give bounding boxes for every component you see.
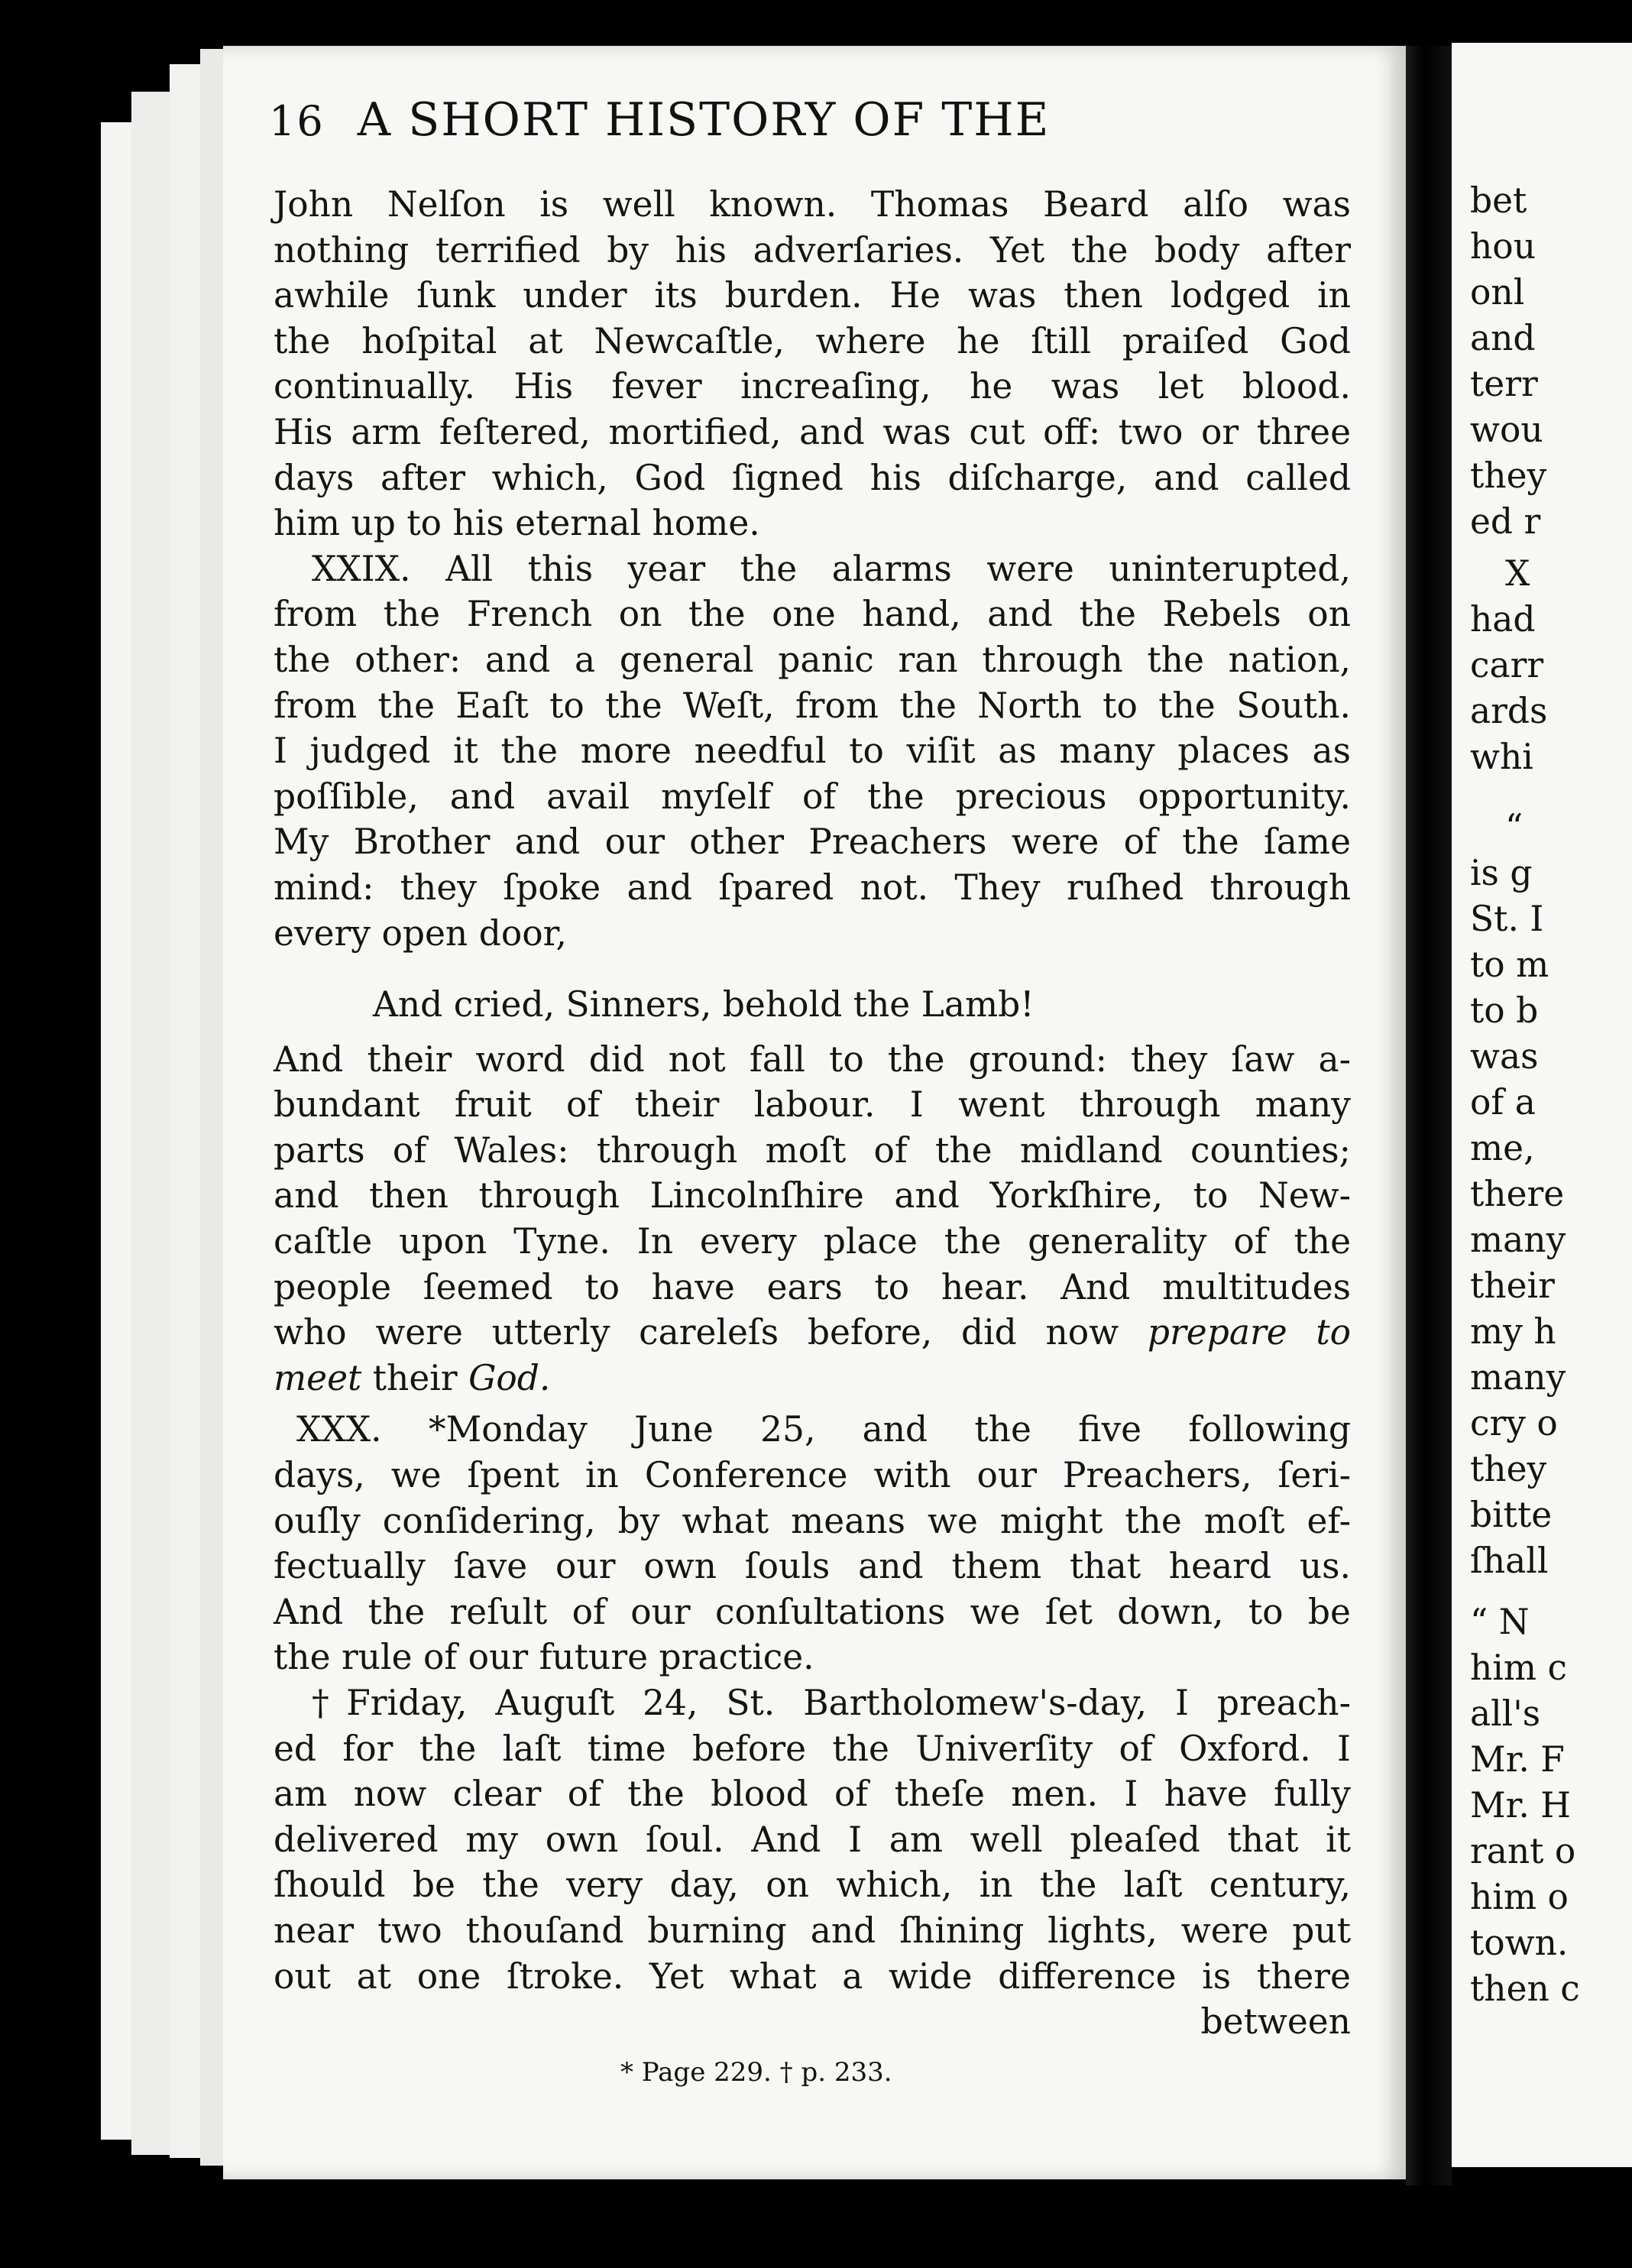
right-page-fragment: had bbox=[1470, 599, 1536, 640]
text-line: fectually ſave our own ſouls and them that heard us. bbox=[274, 1546, 1351, 1587]
right-page-fragment: whi bbox=[1470, 737, 1533, 777]
text-line: nothing terrified by his adverſaries. Yet the body after bbox=[274, 229, 1351, 271]
right-page-fragment: “ N bbox=[1470, 1602, 1530, 1642]
right-page-fragment: their bbox=[1470, 1265, 1555, 1306]
right-page-fragment: there bbox=[1470, 1174, 1565, 1214]
body-text bbox=[274, 182, 1351, 2045]
right-page-fragment: many bbox=[1470, 1357, 1566, 1398]
right-page-fragment: him c bbox=[1470, 1648, 1567, 1688]
text-line bbox=[274, 1310, 1351, 1356]
right-page-fragment: bet bbox=[1470, 180, 1527, 221]
text-line: am now clear of the blood of theſe men. I have fully bbox=[274, 1774, 1351, 1815]
text-line: ſhould be the very day, on which, in the laſt century, bbox=[274, 1865, 1351, 1906]
text-line: †Friday, Auguſt 24, St. Bartholomew's-day, I preach- bbox=[312, 1683, 1351, 1723]
running-head bbox=[269, 93, 1339, 147]
text-line: near two thouſand burning and ſhining lights, were put bbox=[274, 1910, 1351, 1951]
right-page-fragment: they bbox=[1470, 1449, 1547, 1489]
text-line: bundant fruit of their labour. I went through many bbox=[274, 1084, 1351, 1126]
text-line: ed for the laſt time before the Univerſity of Oxford. I bbox=[274, 1728, 1351, 1769]
text-segment: their bbox=[372, 1357, 458, 1398]
right-page-fragment: onl bbox=[1470, 272, 1525, 313]
text-line: every open door, bbox=[274, 912, 567, 954]
text-line: from the French on the one hand, and the Rebels on bbox=[274, 594, 1351, 635]
quoted-verse: And cried, Sinners, behold the Lamb! bbox=[373, 984, 1035, 1025]
section-xxx-start: XXX. *Monday June 25, and the five following bbox=[296, 1409, 1351, 1450]
text-line: poſſible, and avail myſelf of the precious opportunity. bbox=[274, 776, 1351, 817]
page-edge bbox=[101, 122, 133, 2140]
right-page-fragment: they bbox=[1470, 455, 1547, 496]
right-page-fragment: Mr. H bbox=[1470, 1785, 1571, 1826]
text-line: and then through Lincolnſhire and Yorkſhire, to New- bbox=[274, 1175, 1351, 1217]
italic-phrase: meet bbox=[274, 1357, 362, 1398]
text-line: My Brother and our other Preachers were of the ſame bbox=[274, 821, 1351, 863]
italic-phrase: God. bbox=[468, 1357, 551, 1398]
text-line: mind: they ſpoke and ſpared not. They ruſhed through bbox=[274, 867, 1351, 908]
text-line: awhile ſunk under its burden. He was then lodged in bbox=[274, 275, 1351, 316]
text-line: the other: and a general panic ran through the nation, bbox=[274, 639, 1351, 680]
text-line: days after which, God ſigned his diſcharge, and called bbox=[274, 457, 1351, 498]
right-page-fragment: Mr. F bbox=[1470, 1739, 1565, 1780]
right-page-fragment: cry o bbox=[1470, 1403, 1558, 1443]
right-page-fragment: ſhall bbox=[1470, 1541, 1549, 1581]
text-line: the rule of our future practice. bbox=[274, 1637, 814, 1678]
right-page-fragment: to m bbox=[1470, 944, 1549, 985]
right-page-fragment: wou bbox=[1470, 410, 1543, 450]
text-line: him up to his eternal home. bbox=[274, 503, 760, 544]
right-page-fragment: “ bbox=[1505, 807, 1524, 847]
right-page-fragment: and bbox=[1470, 318, 1536, 358]
text-line: people ſeemed to have ears to hear. And multitudes bbox=[274, 1266, 1351, 1307]
right-page-fragment: me, bbox=[1470, 1128, 1535, 1168]
right-page-fragment: carr bbox=[1470, 645, 1544, 685]
text-line: And the reſult of our conſultations we ſet down, to be bbox=[274, 1591, 1351, 1632]
right-page-fragment: is g bbox=[1470, 853, 1533, 893]
page-number: 16 bbox=[269, 97, 325, 145]
text-line: And their word did not fall to the ground: they ſaw a- bbox=[274, 1038, 1351, 1080]
right-page-fragment: to b bbox=[1470, 990, 1539, 1031]
text-line: parts of Wales: through moſt of the midland counties; bbox=[274, 1129, 1351, 1171]
italic-phrase: prepare to bbox=[1147, 1312, 1352, 1353]
catchword: between bbox=[1200, 2001, 1351, 2043]
right-page-fragment: was bbox=[1470, 1036, 1539, 1077]
right-page-fragment: St. I bbox=[1470, 899, 1544, 939]
text-line: caſtle upon Tyne. In every place the generality of the bbox=[274, 1221, 1351, 1262]
right-page-fragment: of a bbox=[1470, 1082, 1536, 1123]
right-page-fragment: ards bbox=[1470, 691, 1548, 731]
text-line: ouſly conſidering, by what means we might the moſt ef- bbox=[274, 1500, 1351, 1541]
running-head-title: A SHORT HISTORY OF THE bbox=[357, 93, 1051, 147]
text-line: days, we ſpent in Conference with our Preachers, ſeri- bbox=[274, 1455, 1351, 1496]
text-line: I judged it the more needful to viſit as many places as bbox=[274, 731, 1351, 772]
page-edge bbox=[200, 49, 225, 2166]
right-page-fragment: my h bbox=[1470, 1311, 1556, 1352]
right-page-fragment: bitte bbox=[1470, 1495, 1553, 1535]
right-page-fragment: town. bbox=[1470, 1923, 1569, 1963]
text-line: out at one ſtroke. Yet what a wide difference is there bbox=[274, 1955, 1351, 1997]
text-line: John Nelſon is well known. Thomas Beard alſo was bbox=[274, 184, 1351, 225]
right-page bbox=[1452, 43, 1632, 2167]
text-line bbox=[274, 1356, 1351, 1401]
book-gutter bbox=[1406, 46, 1452, 2185]
text-segment: who were utterly careleſs before, did now bbox=[274, 1312, 1119, 1353]
text-line: delivered my own ſoul. And I am well pleaſed that it bbox=[274, 1819, 1351, 1860]
left-page bbox=[223, 46, 1406, 2179]
right-page-fragment: X bbox=[1505, 553, 1530, 594]
section-xxix-start: XXIX. All this year the alarms were uninterupted, bbox=[312, 548, 1351, 589]
right-page-fragment: rant o bbox=[1470, 1831, 1576, 1871]
right-page-fragment: then c bbox=[1470, 1968, 1580, 2009]
right-page-fragment: terr bbox=[1470, 364, 1538, 404]
right-page-fragment: all's bbox=[1470, 1693, 1541, 1734]
right-page-fragment: ed r bbox=[1470, 501, 1541, 542]
page-edge bbox=[170, 64, 202, 2158]
text-line: from the Eaſt to the Weſt, from the North to the South. bbox=[274, 685, 1351, 726]
right-page-fragment: hou bbox=[1470, 226, 1536, 267]
right-page-fragment: him o bbox=[1470, 1877, 1569, 1917]
text-line: continually. His fever increaſing, he was let blood. bbox=[274, 366, 1351, 407]
page-edge bbox=[131, 92, 171, 2155]
right-page-fragment: many bbox=[1470, 1220, 1566, 1260]
text-line: the hoſpital at Newcaſtle, where he ſtill praiſed God bbox=[274, 320, 1351, 361]
footnotes: * Page 229. † p. 233. bbox=[620, 2057, 892, 2088]
text-line: His arm feſtered, mortified, and was cut off: two or three bbox=[274, 411, 1351, 452]
